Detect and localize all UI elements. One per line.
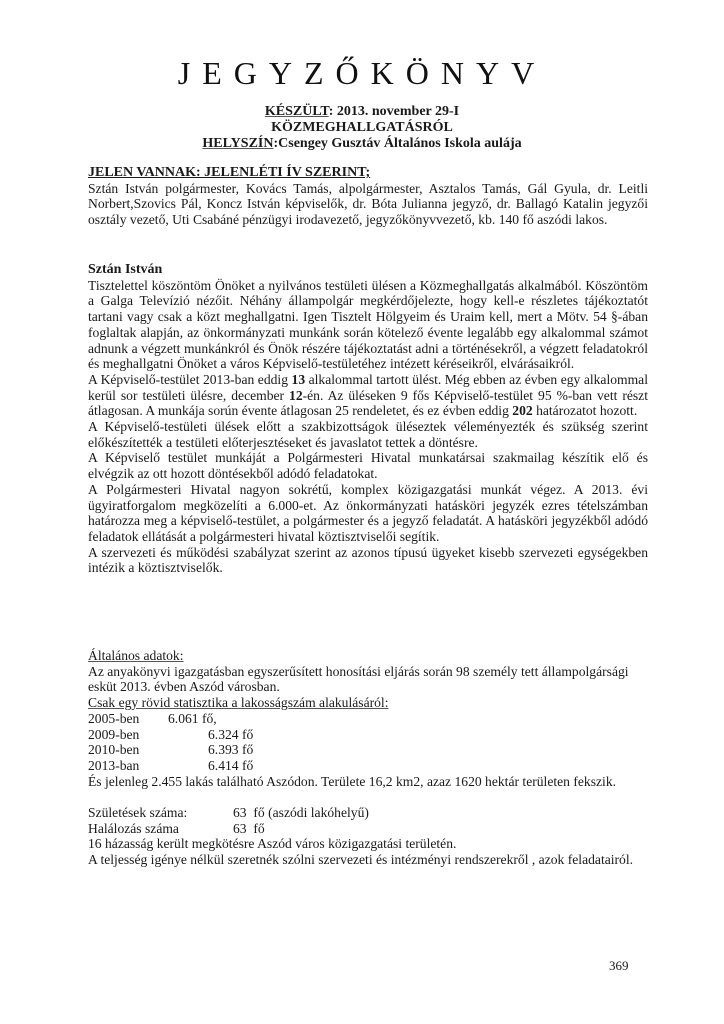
- deaths-row: [88, 821, 648, 837]
- resolutions-count: 202: [512, 403, 533, 419]
- p2-text-a: A Képviselő-testület 2013-ban eddig: [88, 371, 292, 387]
- attendees-text: Sztán István polgármester, Kovács Tamás, alpolgármester, Asztalos Tamás, Gál Gyula, dr. Leitli Norbert,Szovics Pál, Koncz István képviselők, dr. Bóta Julianna jegyző, dr. Ballagó Katalin jegyzői osztály vezető, Uti Csabáné pénzügyi irodavezető, jegyzőkönyvvezető, kb. 140 fő aszódi lakos.: [88, 180, 648, 228]
- population-value: 6.324 fő: [208, 726, 254, 742]
- sessions-count: 13: [291, 371, 306, 387]
- place-value: :Csengey Gusztáv Általános Iskola aulája: [273, 136, 522, 151]
- population-row: [88, 758, 648, 774]
- population-year: 2009-ben: [88, 726, 140, 742]
- place-label: HELYSZÍN: [202, 136, 274, 151]
- population-value: 6.061 fő,: [168, 710, 217, 726]
- population-year: 2005-ben: [88, 710, 140, 726]
- p2-text-g: határozatot hozott.: [532, 403, 638, 419]
- speaker-name: Sztán István: [88, 262, 163, 277]
- general-section: [88, 648, 648, 868]
- speech-paragraph-1: Tisztelettel köszöntöm Önöket a nyilvános testületi ülésen a Közmeghallgatás alkalmából. Köszöntöm a Galga Televízió nézőit. Néhány állampolgár megkérdőjelezte, hogy kell-e részletes tájékoztatót tartani vagy csak a közt meghallgatni. Igen Tisztelt Hölgyeim és Uraim kell, mert a Mötv. 54 §-ában foglaltak alapján, az önkormányzati munkánk során kötelező évente legalább egy alkalommal számot adnunk a végzett munkánkról és Önök részére tájékoztatást adni a történésekről, a végzett feladatokról és meghallgatni Önöket a város Képviselő-testületéhez intézett kéréseikről, elvárásaikról.: [88, 277, 648, 372]
- speech-paragraph-5: A Polgármesteri Hivatal nagyon sokrétű, komplex közigazgatási munkát végez. A 2013. évi ügyiratforgalom megközelíti a 6.000-et. Az önkormányzati hatásköri jegyzék ezres tételszámban határozza meg a képviselő-testület, a polgármester és a jegyző feladatát. A hatásköri jegyzékből adódó feladatok ellátását a polgármesteri hivatal köztisztviselői segítik.: [88, 481, 648, 544]
- speech-paragraph-3: A Képviselő-testületi ülések előtt a szakbizottságok üléseztek véleményezték és szükség szerint előkészítették a testületi előterjesztéseket és javaslatot tettek a döntésre.: [88, 419, 648, 450]
- page-number: 369: [609, 958, 629, 973]
- speech-paragraph-6: A szervezeti és működési szabályzat szerint az azonos típusú ügyeket kisebb szervezeti egységekben intézik a köztisztviselők.: [88, 544, 648, 576]
- naturalization-text: Az anyakönyvi igazgatásban egyszerűsített honosítási eljárás során 98 személy tett állampolgársági esküt 2013. évben Aszód városban.: [88, 663, 629, 695]
- p2-text-e: -én. Az üléseken 9 fős Képviselő-testület 95 %-ban vett részt átlagosan. A munkája sorún évente átlagosan 25 rendeletet, és ez évben eddig: [88, 387, 648, 419]
- housing-text: És jelenleg 2.455 lakás található Aszódon. Területe 16,2 km2, azaz 1620 hektár területen fekszik.: [88, 773, 617, 789]
- made-value: : 2013. november 29-I: [328, 104, 460, 119]
- marriages-text: 16 házasság került megkötésre Aszód város közigazgatási területén.: [88, 836, 457, 852]
- population-row: [88, 742, 648, 758]
- population-row: [88, 711, 648, 727]
- population-year: 2013-ban: [88, 757, 140, 773]
- closing-text: A teljesség igénye nélkül szeretnék szólni szervezeti és intézményi rendszerekről , azok feladatairól.: [88, 852, 634, 868]
- p2-text-c: alkalommal tartott ülést. Még ebben az évben egy alkalommal kerül sor testületi ülésre, december: [88, 371, 648, 403]
- attendees-heading: JELEN VANNAK: JELENLÉTI ÍV SZERINT;: [88, 165, 371, 180]
- document-title: JEGYZŐKÖNYV: [177, 55, 547, 91]
- made-label: KÉSZÜLT: [264, 104, 329, 119]
- population-year: 2010-ben: [88, 742, 140, 758]
- births-row: [88, 805, 648, 821]
- births-label: Születések száma:: [88, 804, 188, 820]
- population-value: 6.414 fő: [208, 757, 254, 773]
- general-heading: Általános adatok:: [88, 648, 184, 663]
- made-date-line: [0, 104, 724, 120]
- births-value: 63 fő (aszódi lakóhelyű): [233, 804, 369, 820]
- speech-paragraph-4: A Képviselő testület munkáját a Polgármesteri Hivatal munkatársai szakmailag készítik elő és elvégzik az ott hozott döntésekből adódó feladatokat.: [88, 450, 648, 482]
- deaths-value: 63 fő: [233, 820, 265, 836]
- subject-line: KÖZMEGHALLGATÁSRÓL: [271, 120, 453, 135]
- population-value: 6.393 fő: [208, 742, 254, 758]
- speech-section: [88, 262, 648, 576]
- attendees-section: [88, 165, 648, 228]
- deaths-label: Halálozás száma: [88, 820, 179, 836]
- place-line: [0, 136, 724, 152]
- speech-paragraph-2: [88, 372, 648, 419]
- population-row: [88, 727, 648, 743]
- stats-heading: Csak egy rövid statisztika a lakosságszám alakulásáról:: [88, 695, 389, 711]
- december-day: 12: [289, 387, 303, 403]
